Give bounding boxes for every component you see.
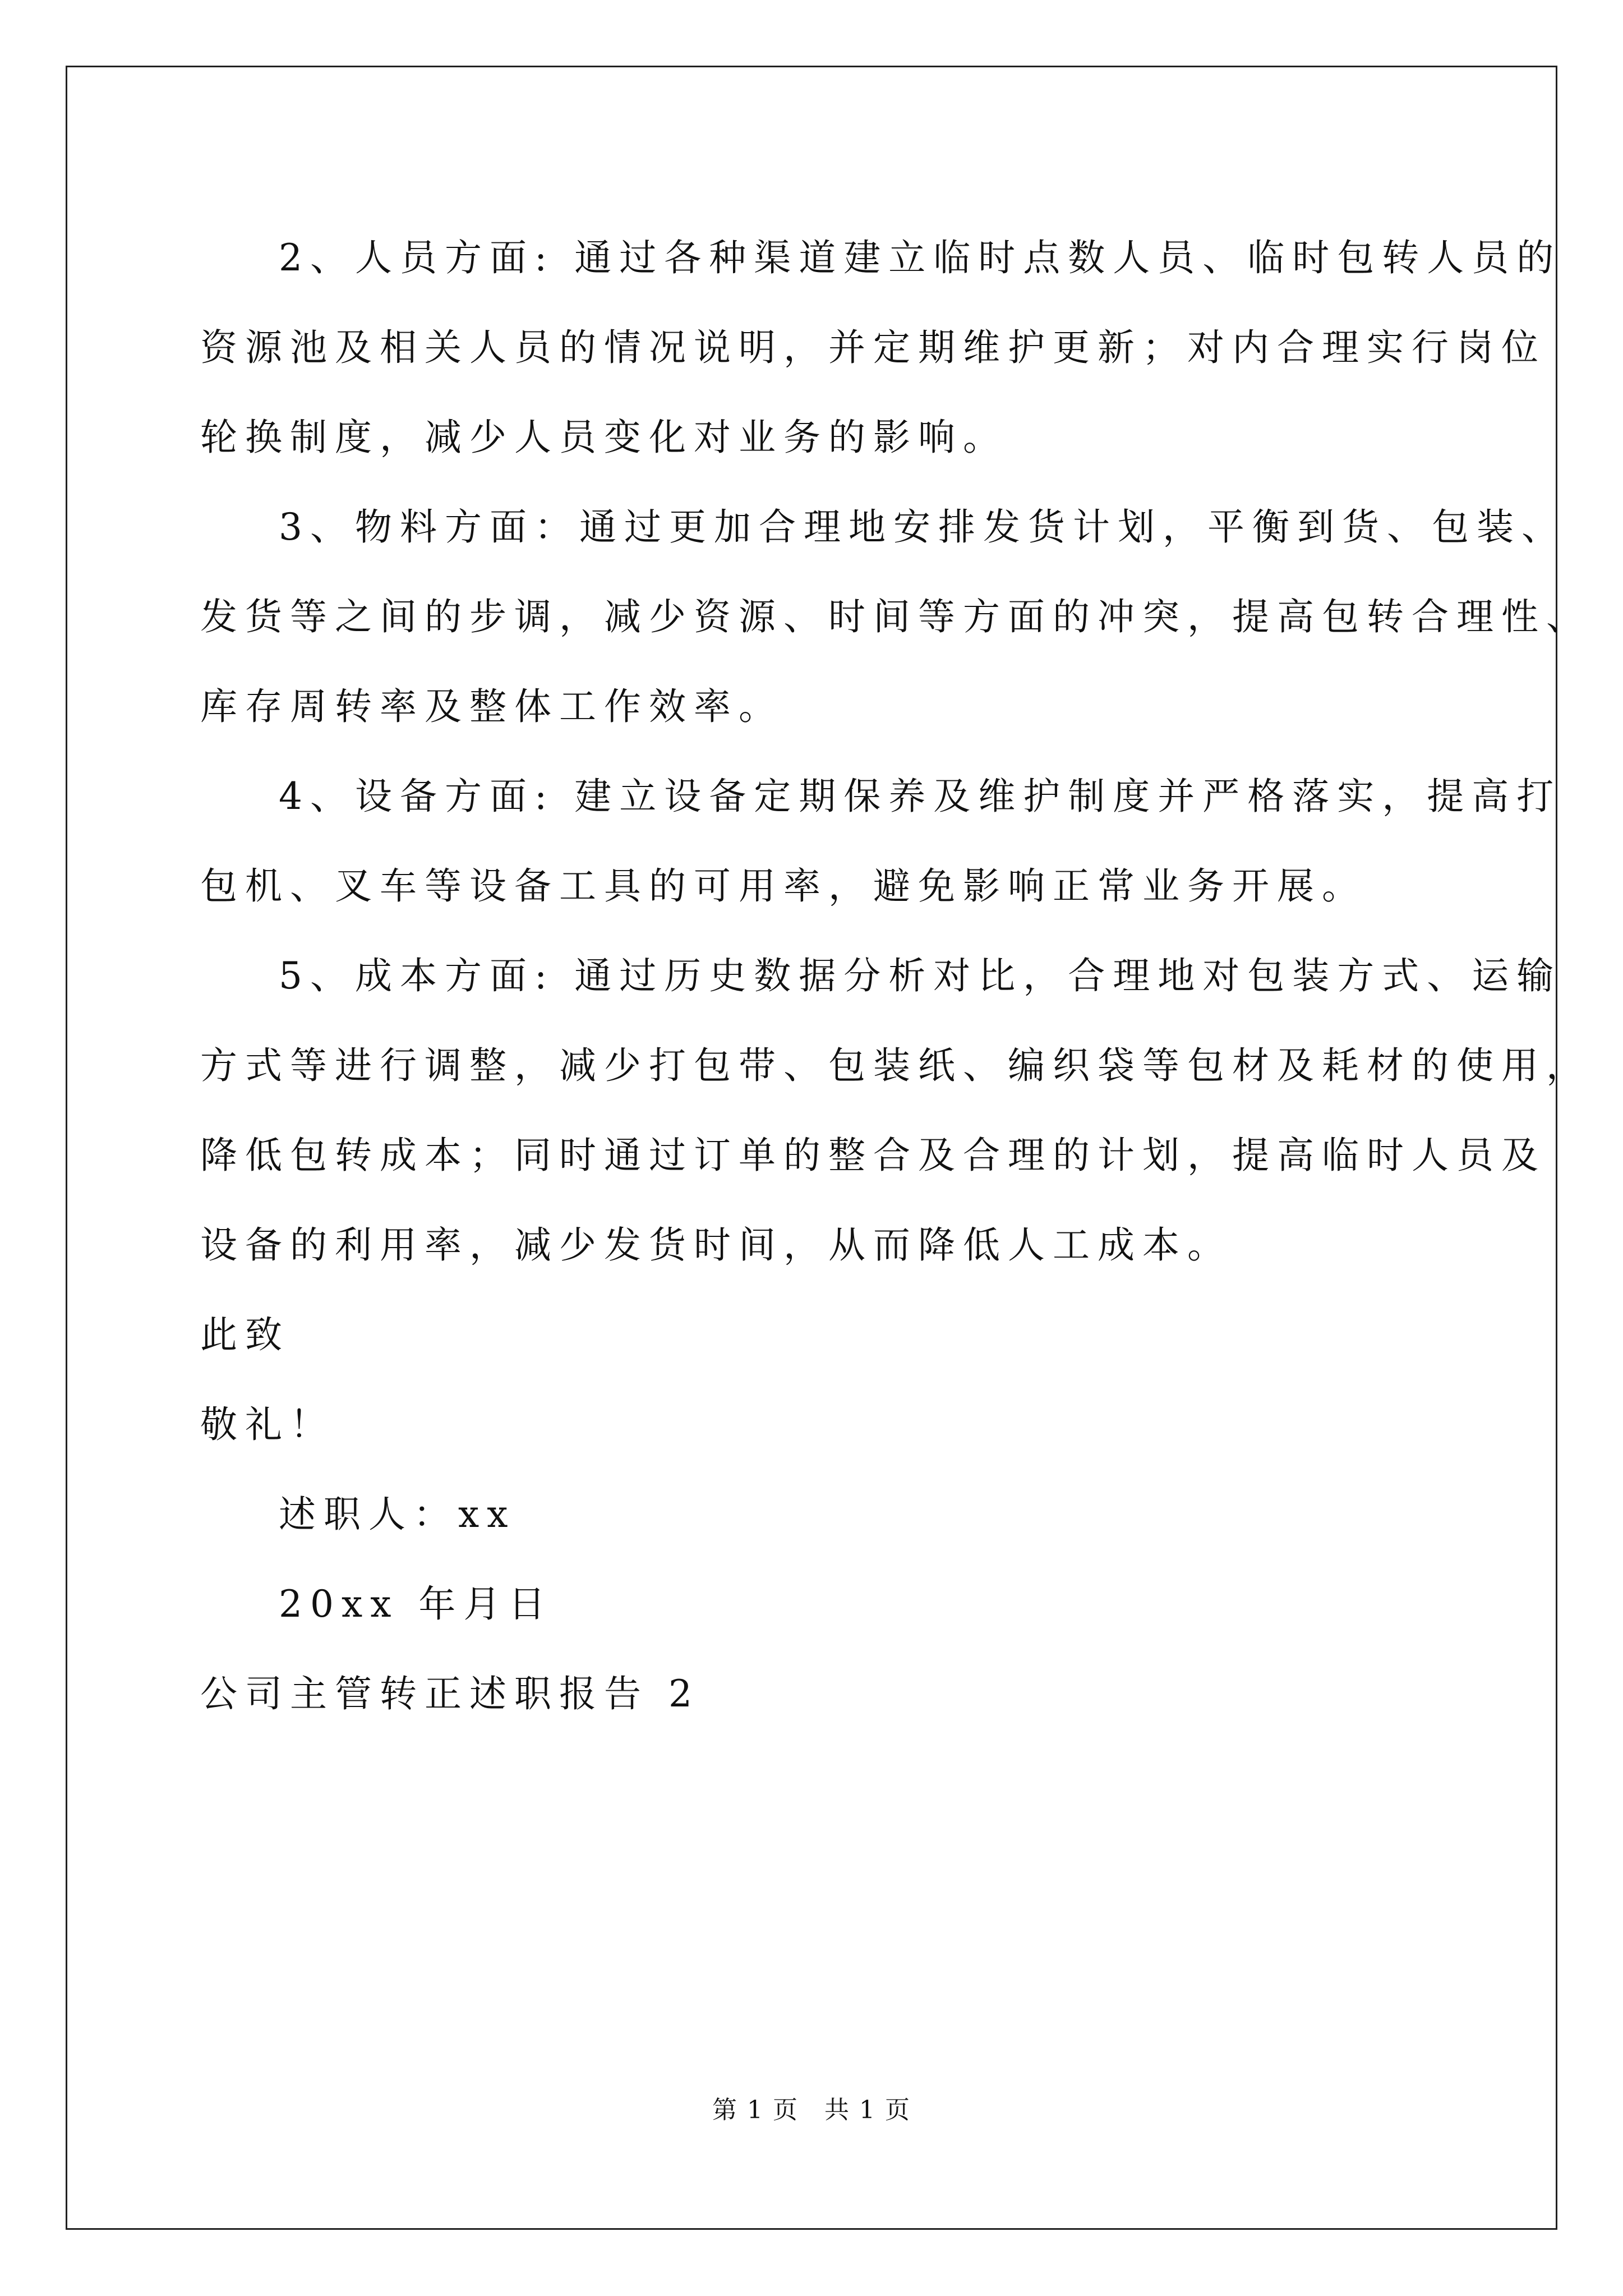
paragraph-personnel <box>200 213 1562 482</box>
closing-regards: 敬礼！ <box>200 1403 335 1446</box>
paragraph-line: 5、成本方面: 通过历史数据分析对比，合理地对包装方式、运输 <box>279 954 1562 997</box>
paragraph-line: 轮换制度，减少人员变化对业务的影响。 <box>200 416 1008 459</box>
paragraph-materials <box>200 482 1591 752</box>
document-body <box>200 213 1591 1739</box>
paragraph-equipment <box>200 752 1562 931</box>
paragraph-line: 发货等之间的步调，减少资源、时间等方面的冲突，提高包转合理性、 <box>200 595 1591 638</box>
page-footer: 第 1 页 共 1 页 <box>712 2096 911 2124</box>
closing-block <box>200 1290 1434 1739</box>
paragraph-line: 降低包转成本；同时通过订单的整合及合理的计划，提高临时人员及 <box>200 1134 1546 1177</box>
paragraph-line: 方式等进行调整，减少打包带、包装纸、编织袋等包材及耗材的使用， <box>200 1044 1591 1087</box>
paragraph-cost <box>200 931 1591 1290</box>
closing-salutation: 此致 <box>200 1313 290 1356</box>
paragraph-line: 库存周转率及整体工作效率。 <box>200 685 783 728</box>
paragraph-line: 2、人员方面: 通过各种渠道建立临时点数人员、临时包转人员的 <box>279 236 1562 279</box>
next-report-title: 公司主管转正述职报告 2 <box>200 1672 700 1715</box>
paragraph-line: 3、物料方面：通过更加合理地安排发货计划，平衡到货、包装、 <box>279 505 1566 549</box>
paragraph-line: 包机、叉车等设备工具的可用率，避免影响正常业务开展。 <box>200 864 1367 908</box>
paragraph-line: 设备的利用率，减少发货时间，从而降低人工成本。 <box>200 1223 1232 1267</box>
signer-line: 述职人：xx <box>279 1493 516 1536</box>
date-line: 20xx 年月日 <box>279 1582 554 1626</box>
paragraph-line: 资源池及相关人员的情况说明，并定期维护更新；对内合理实行岗位 <box>200 326 1546 369</box>
paragraph-line: 4、设备方面: 建立设备定期保养及维护制度并严格落实，提高打 <box>279 775 1562 818</box>
